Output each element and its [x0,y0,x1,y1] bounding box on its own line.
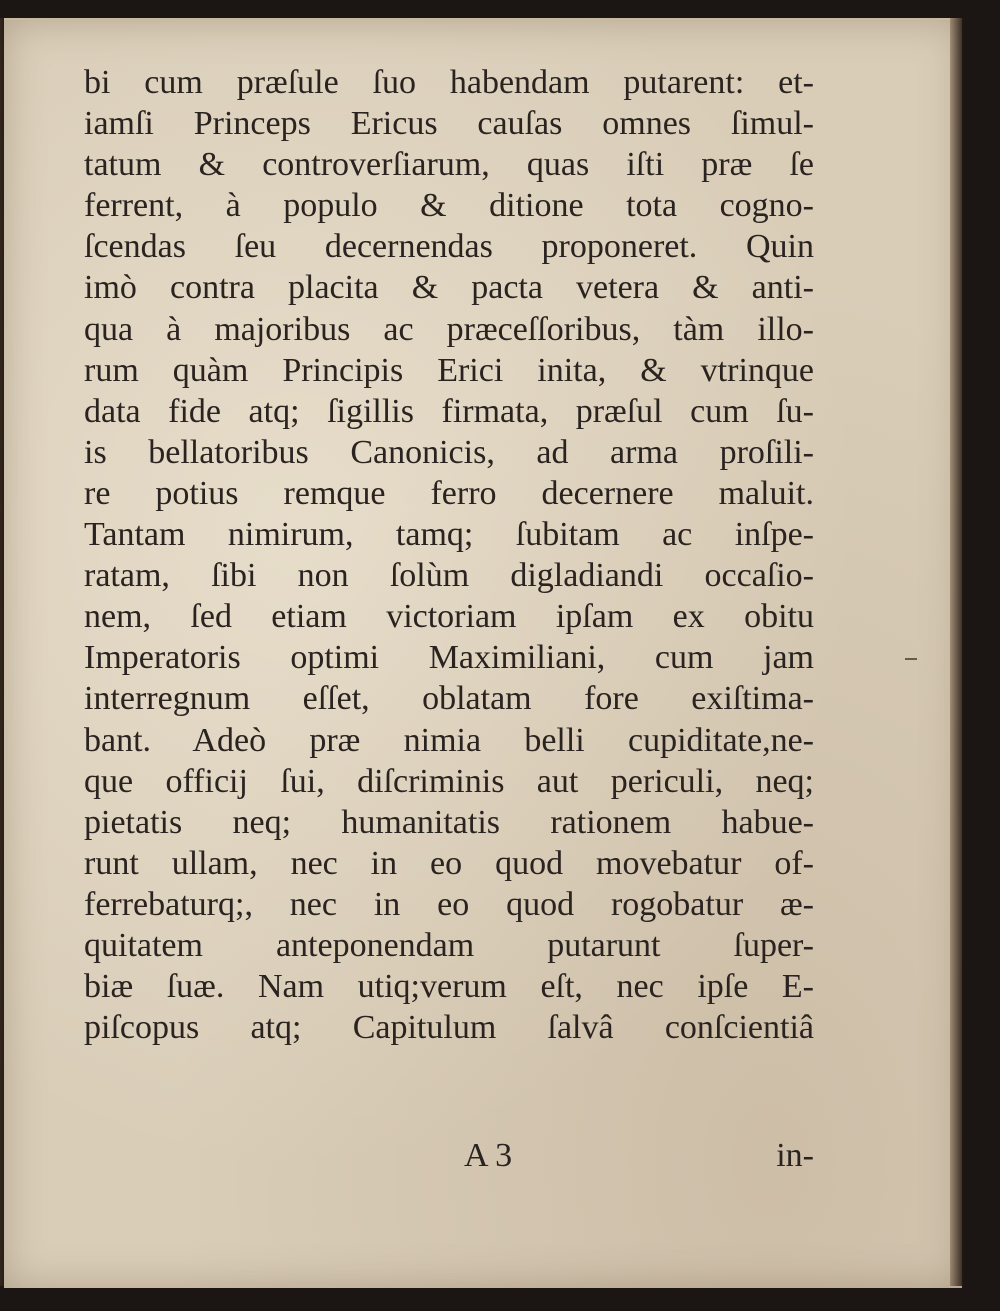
catchword: in- [776,1137,814,1174]
text-line: biæ ſuæ. Nam utiq;verum eſt, nec ipſe E- [84,968,814,1006]
text-line: runt ullam, nec in eo quod movebatur of- [84,844,814,882]
page-footer [84,1134,814,1178]
text-line: re potius remque ferro decernere maluit. [84,474,814,512]
text-line: pietatis neq; humanitatis rationem habue- [84,803,814,841]
text-line: iamſi Princeps Ericus cauſas omnes ſimul- [84,105,814,143]
margin-mark [905,658,917,660]
signature-mark: A 3 [464,1137,513,1174]
text-line: quitatem anteponendam putarunt ſuper- [84,926,814,964]
text-line: Tantam nimirum, tamq; ſubitam ac inſpe- [84,516,814,554]
text-line: bi cum præſule ſuo habendam putarent: et- [84,64,814,101]
body-text [84,62,814,1048]
text-line: nem, ſed etiam victoriam ipſam ex obitu [84,598,814,636]
text-line: piſcopus atq; Capitulum ſalvâ conſcientiâ [84,1009,814,1047]
text-line: imò contra placita & pacta vetera & anti- [84,269,814,307]
page-gutter-shadow [950,18,964,1286]
text-line: interregnum eſſet, oblatam fore exiſtima- [84,680,814,718]
text-line: ferrebaturq;, nec in eo quod rogobatur æ- [84,885,814,923]
text-line: Imperatoris optimi Maximiliani, cum jam [84,639,814,677]
text-line: qua à majoribus ac præceſſoribus, tàm illo- [84,310,814,348]
text-line: que officij ſui, diſcriminis aut periculi, neq; [84,762,814,800]
text-line: ferrent, à populo & ditione tota cogno- [84,187,814,225]
text-line: rum quàm Principis Erici inita, & vtrinque [84,351,814,389]
text-line: data fide atq; ſigillis firmata, præſul cum ſu- [84,392,814,430]
text-line: tatum & controverſiarum, quas iſti præ ſe [84,146,814,184]
text-line: bant. Adeò præ nimia belli cupiditate,ne- [84,721,814,759]
text-line: is bellatoribus Canonicis, ad arma proſili- [84,433,814,471]
text-line: ratam, ſibi non ſolùm digladiandi occaſio- [84,557,814,595]
text-line: ſcendas ſeu decernendas proponeret. Quin [84,228,814,266]
